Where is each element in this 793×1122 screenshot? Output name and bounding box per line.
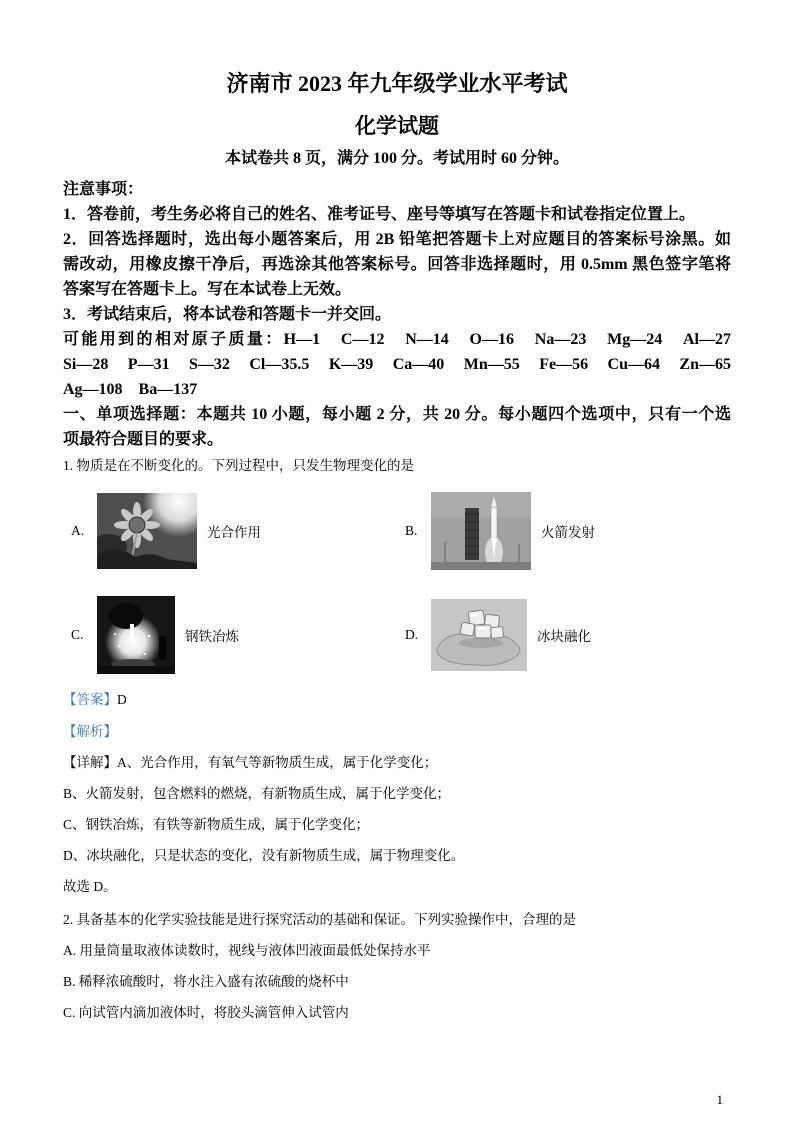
page-number: 1 [716, 1092, 723, 1107]
notice-heading: 注意事项： [63, 181, 144, 198]
notice-section [63, 177, 731, 327]
option-b-caption: 火箭发射 [541, 525, 595, 540]
steel-smelting-photo [97, 596, 175, 674]
answer-label: 【答案】 [63, 692, 117, 707]
detail-line: D、冰块融化，只是状态的变化，没有新物质生成，属于物理变化。 [63, 848, 465, 863]
notice-item-1: 1．答卷前，考生务必将自己的姓名、准考证号、座号等填写在答题卡和试卷指定位置上。 [63, 206, 696, 223]
answer-value: D [117, 692, 127, 707]
question-1-stem: 1. 物质是在不断变化的。下列过程中，只发生物理变化的是 [63, 458, 414, 473]
sunflower-photosynthesis-photo [97, 493, 197, 569]
section-heading-line: 项最符合题目的要求。 [63, 431, 224, 448]
option-d-label: D. [405, 627, 419, 642]
page-title: 济南市 2023 年九年级学业水平考试 [226, 71, 568, 96]
atomic-mass-line: 可能用到的相对原子质量：H—1 C—12 N—14 O—16 Na—23 Mg—24 Al—27 [63, 331, 731, 348]
question-2-option-a: A. 用量筒量取液体读数时，视线与液体凹液面最低处保持水平 [63, 943, 431, 958]
analysis-label: 【解析】 [63, 724, 117, 739]
ice-melting-photo [431, 599, 527, 671]
atomic-mass-line: Ag—108 Ba—137 [63, 381, 198, 398]
atomic-mass-line: Si—28 P—31 S—32 Cl—35.5 K—39 Ca—40 Mn—55 Fe—56 Cu—64 Zn—65 [63, 356, 731, 373]
question-1-option-b [397, 492, 595, 570]
detail-line: 【详解】A、光合作用，有氧气等新物质生成，属于化学变化； [63, 755, 438, 770]
conclusion-line: 故选 D。 [63, 879, 117, 894]
notice-item-3: 3．考试结束后，将本试卷和答题卡一并交回。 [63, 306, 392, 323]
analysis-line [63, 722, 731, 742]
notice-item-2-line: 需改动，用橡皮擦干净后，再选涂其他答案标号。回答非选择题时，用 0.5mm 黑色签字笔将 [63, 256, 731, 273]
atomic-masses [63, 327, 731, 402]
question-1-options-row-2 [63, 596, 731, 674]
answer-line [63, 690, 731, 710]
question-1-option-d [397, 599, 591, 671]
notice-item-2-line: 2．回答选择题时，选出每小题答案后，用 2B 铅笔把答题卡上对应题目的答案标号涂黑。如 [63, 231, 731, 248]
exam-info: 本试卷共 8 页，满分 100 分。考试用时 60 分钟。 [224, 150, 569, 167]
option-a-label: A. [71, 523, 85, 538]
option-a-caption: 光合作用 [207, 525, 261, 540]
rocket-launch-photo [431, 492, 531, 570]
question-2-option-b: B. 稀释浓硫酸时，将水注入盛有浓硫酸的烧杯中 [63, 974, 349, 989]
detail-line: C、钢铁冶炼，有铁等新物质生成，属于化学变化； [63, 817, 370, 832]
question-2-stem: 2. 具备基本的化学实验技能是进行探究活动的基础和保证。下列实验操作中，合理的是 [63, 912, 576, 927]
option-d-caption: 冰块融化 [537, 629, 591, 644]
subject-title: 化学试题 [355, 114, 439, 138]
question-1-option-c [63, 596, 397, 674]
section-heading [63, 402, 731, 452]
question-1-option-a [63, 493, 397, 569]
notice-item-2-line: 答案写在答题卡上。写在本试卷上无效。 [63, 281, 352, 298]
detail-line: B、火箭发射，包含燃料的燃烧，有新物质生成，属于化学变化； [63, 786, 451, 801]
option-c-caption: 钢铁冶炼 [185, 629, 239, 644]
section-heading-line: 一、单项选择题：本题共 10 小题，每小题 2 分，共 20 分。每小题四个选项中，只有一个选 [63, 406, 731, 423]
option-b-label: B. [405, 523, 418, 538]
question-2-option-c: C. 向试管内滴加液体时，将胶头滴管伸入试管内 [63, 1005, 349, 1020]
question-1-options-row-1 [63, 492, 731, 570]
option-c-label: C. [71, 627, 84, 642]
